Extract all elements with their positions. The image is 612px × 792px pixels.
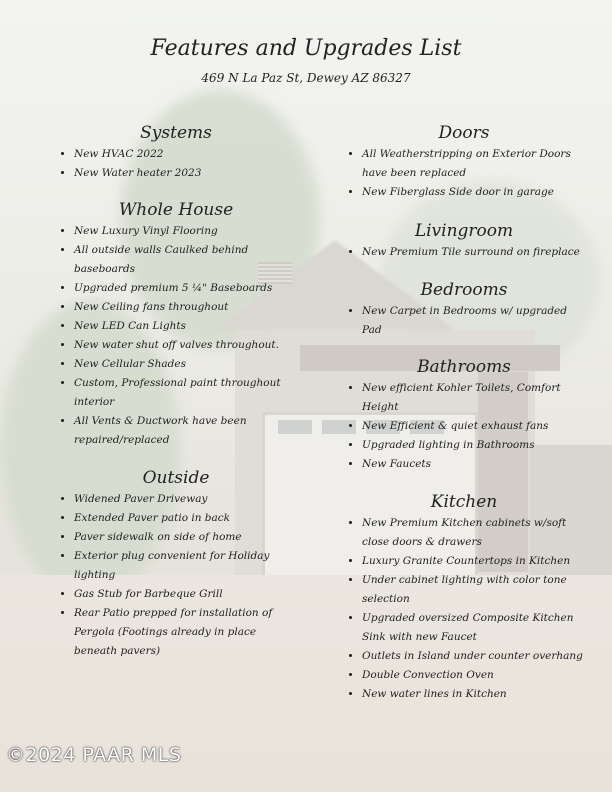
feature-item: • New Faucets bbox=[362, 455, 584, 474]
section-heading: Bathrooms bbox=[417, 357, 511, 377]
feature-list bbox=[56, 222, 296, 450]
feature-item: • Extended Paver patio in back bbox=[74, 509, 296, 528]
feature-list bbox=[56, 490, 296, 661]
feature-item: • Paver sidewalk on side of home bbox=[74, 528, 296, 547]
section-heading: Whole House bbox=[118, 200, 234, 220]
feature-item: • Double Convection Oven bbox=[362, 666, 584, 685]
feature-item: • Custom, Professional paint throughout interior bbox=[74, 374, 296, 412]
feature-item: • Rear Patio prepped for installation of Pergola (Footings already in place beneath pavers) bbox=[74, 604, 296, 661]
feature-item: • New Water heater 2023 bbox=[74, 164, 296, 183]
section-heading: Bedrooms bbox=[420, 280, 508, 300]
feature-list bbox=[344, 145, 584, 202]
feature-list bbox=[344, 514, 584, 704]
feature-item: • New Premium Kitchen cabinets w/soft close doors & drawers bbox=[362, 514, 584, 552]
feature-item: • New Efficient & quiet exhaust fans bbox=[362, 417, 584, 436]
feature-item: • All Weatherstripping on Exterior Doors have been replaced bbox=[362, 145, 584, 183]
feature-item: • New Cellular Shades bbox=[74, 355, 296, 374]
feature-list bbox=[56, 145, 296, 183]
feature-item: • New HVAC 2022 bbox=[74, 145, 296, 164]
section-whole-house bbox=[56, 200, 296, 450]
feature-item: • New water shut off valves throughout. bbox=[74, 336, 296, 355]
feature-item: • New LED Can Lights bbox=[74, 317, 296, 336]
feature-item: • Luxury Granite Countertops in Kitchen bbox=[362, 552, 584, 571]
section-bedrooms bbox=[344, 280, 584, 340]
feature-item: • New Luxury Vinyl Flooring bbox=[74, 222, 296, 241]
page-title: Features and Upgrades List bbox=[150, 36, 462, 61]
feature-item: • New water lines in Kitchen bbox=[362, 685, 584, 704]
section-heading: Doors bbox=[438, 123, 490, 143]
feature-item: • New Fiberglass Side door in garage bbox=[362, 183, 584, 202]
feature-item: • Outlets in Island under counter overhang bbox=[362, 647, 584, 666]
section-heading: Outside bbox=[142, 468, 210, 488]
section-livingroom bbox=[344, 221, 584, 262]
feature-item: • Upgraded premium 5 ¼" Baseboards bbox=[74, 279, 296, 298]
feature-item: • Upgraded lighting in Bathrooms bbox=[362, 436, 584, 455]
section-bathrooms bbox=[344, 357, 584, 474]
feature-item: • New Ceiling fans throughout bbox=[74, 298, 296, 317]
section-heading: Systems bbox=[140, 123, 212, 143]
feature-item: • Gas Stub for Barbeque Grill bbox=[74, 585, 296, 604]
feature-item: • New Premium Tile surround on fireplace bbox=[362, 243, 584, 262]
feature-item: • New efficient Kohler Toilets, Comfort Height bbox=[362, 379, 584, 417]
feature-item: • New Carpet in Bedrooms w/ upgraded Pad bbox=[362, 302, 584, 340]
section-heading: Livingroom bbox=[414, 221, 514, 241]
section-doors bbox=[344, 123, 584, 202]
feature-item: • Widened Paver Driveway bbox=[74, 490, 296, 509]
section-systems bbox=[56, 123, 296, 183]
section-outside bbox=[56, 468, 296, 661]
feature-item: • All outside walls Caulked behind baseboards bbox=[74, 241, 296, 279]
feature-list bbox=[344, 243, 584, 262]
feature-list bbox=[344, 379, 584, 474]
mls-watermark: ©2024 PAAR MLS bbox=[6, 744, 182, 766]
section-heading: Kitchen bbox=[430, 492, 498, 512]
feature-item: • Under cabinet lighting with color tone selection bbox=[362, 571, 584, 609]
feature-item: • All Vents & Ductwork have been repaired/replaced bbox=[74, 412, 296, 450]
feature-list bbox=[344, 302, 584, 340]
section-kitchen bbox=[344, 492, 584, 704]
feature-item: • Upgraded oversized Composite Kitchen Sink with new Faucet bbox=[362, 609, 584, 647]
address: 469 N La Paz St, Dewey AZ 86327 bbox=[201, 71, 411, 85]
feature-item: • Exterior plug convenient for Holiday lighting bbox=[74, 547, 296, 585]
